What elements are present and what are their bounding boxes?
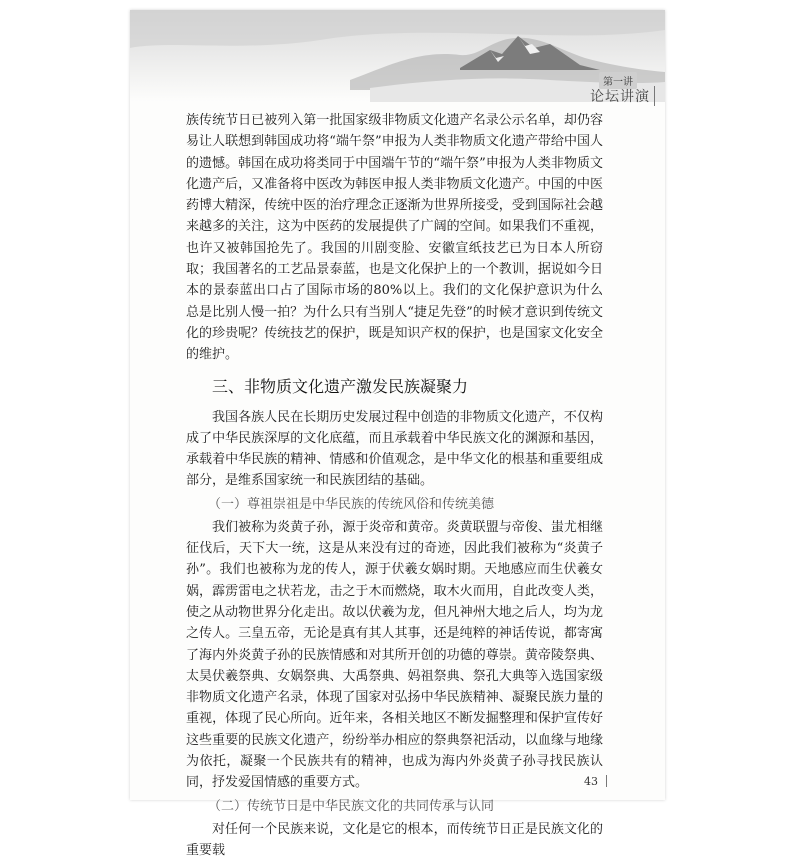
subsection-heading-2: （二）传统节日是中华民族文化的共同传承与认同 (208, 798, 495, 814)
paragraph-section-intro: 我国各族人民在长期历史发展过程中创造的非物质文化遗产，不仅构成了中华民族深厚的文化底蕴，而且承载着中华民族文化的渊源和基因，承载着中华民族的精神、情感和价值观念，是中华文化的根基和重要组成部分，是维系国家统一和民族团结的基础。 (186, 409, 603, 489)
paragraph-intro: 族传统节日已被列入第一批国家级非物质文化遗产名录公示名单，却仍容易让人联想到韩国成功将“端午祭”申报为人类非物质文化遗产带给中国人的遗憾。韩国在成功将类同于中国端午节的“端午祭”申报为人类非物质文化遗产后，又准备将中医改为韩医申报人类非物质文化遗产。中国的中医药博大精深，传统中医的治疗理念正逐渐为世界所接受，受到国际社会越来越多的关注，这为中医药的发展提供了广阔的空间。如果我们不重视，也许又被韩国抢先了。我国的川剧变脸、安徽宣纸技艺已为日本人所窃取；我国著名的工艺品景泰蓝，也是文化保护上的一个教训，据说如今日本的景泰蓝出口占了国际市场的80%以上。我们的文化保护意识为什么总是比别人慢一拍？为什么只有当别人“捷足先登”的时候才意识到传统文化的珍贵呢？传统技艺的保护，既是知识产权的保护，也是国家文化安全的维护。 (186, 113, 603, 363)
paragraph-festivals: 对任何一个民族来说，文化是它的根本，而传统节日正是民族文化的重要载 (186, 821, 603, 858)
series-badge: 第一讲 (599, 72, 637, 89)
paragraph-ancestor-worship: 我们被称为炎黄子孙，源于炎帝和黄帝。炎黄联盟与帝俊、蚩尤相继征伐后，天下大一统，这是从来没有过的奇迹，因此我们被称为“炎黄子孙”。我们也被称为龙的传人，源于伏羲女娲时期。天地感应而生伏羲女娲，霹雳雷电之状若龙，击之于木而燃烧，取木火而用，自此改变人类，使之从动物世界分化走出。故以伏羲为龙，但凡神州大地之后人，均为龙之传人。三皇五帝，无论是真有其人其事，还是纯粹的神话传说，都寄寓了海内外炎黄子孙的民族情感和对其所开创的功德的尊崇。黄帝陵祭典、太昊伏羲祭典、女娲祭典、大禹祭典、妈祖祭典、祭孔大典等入选国家级非物质文化遗产名录，体现了国家对弘扬中华民族精神、凝聚民族力量的重视，体现了民心所向。近年来，各相关地区不断发掘整理和保护宣传好这些重要的民族文化遗产，纷纷举办相应的祭典祭祀活动，以血缘与地缘为依托，凝聚一个民族共有的精神，也成为海内外炎黄子孙寻找民族认同，抒发爱国情感的重要方式。 (186, 519, 603, 791)
running-section-title: 论坛讲演 (590, 86, 655, 106)
mountain-header-illustration (130, 10, 665, 102)
section-heading: 三、非物质文化遗产激发民族凝聚力 (212, 376, 469, 396)
text-body (186, 110, 603, 861)
page-number-text: 43 (584, 775, 598, 788)
subsection-heading-1: （一）尊祖崇祖是中华民族的传统风俗和传统美德 (208, 496, 495, 512)
page-number-divider (606, 775, 607, 787)
book-page (130, 10, 665, 858)
page-number (584, 775, 607, 788)
